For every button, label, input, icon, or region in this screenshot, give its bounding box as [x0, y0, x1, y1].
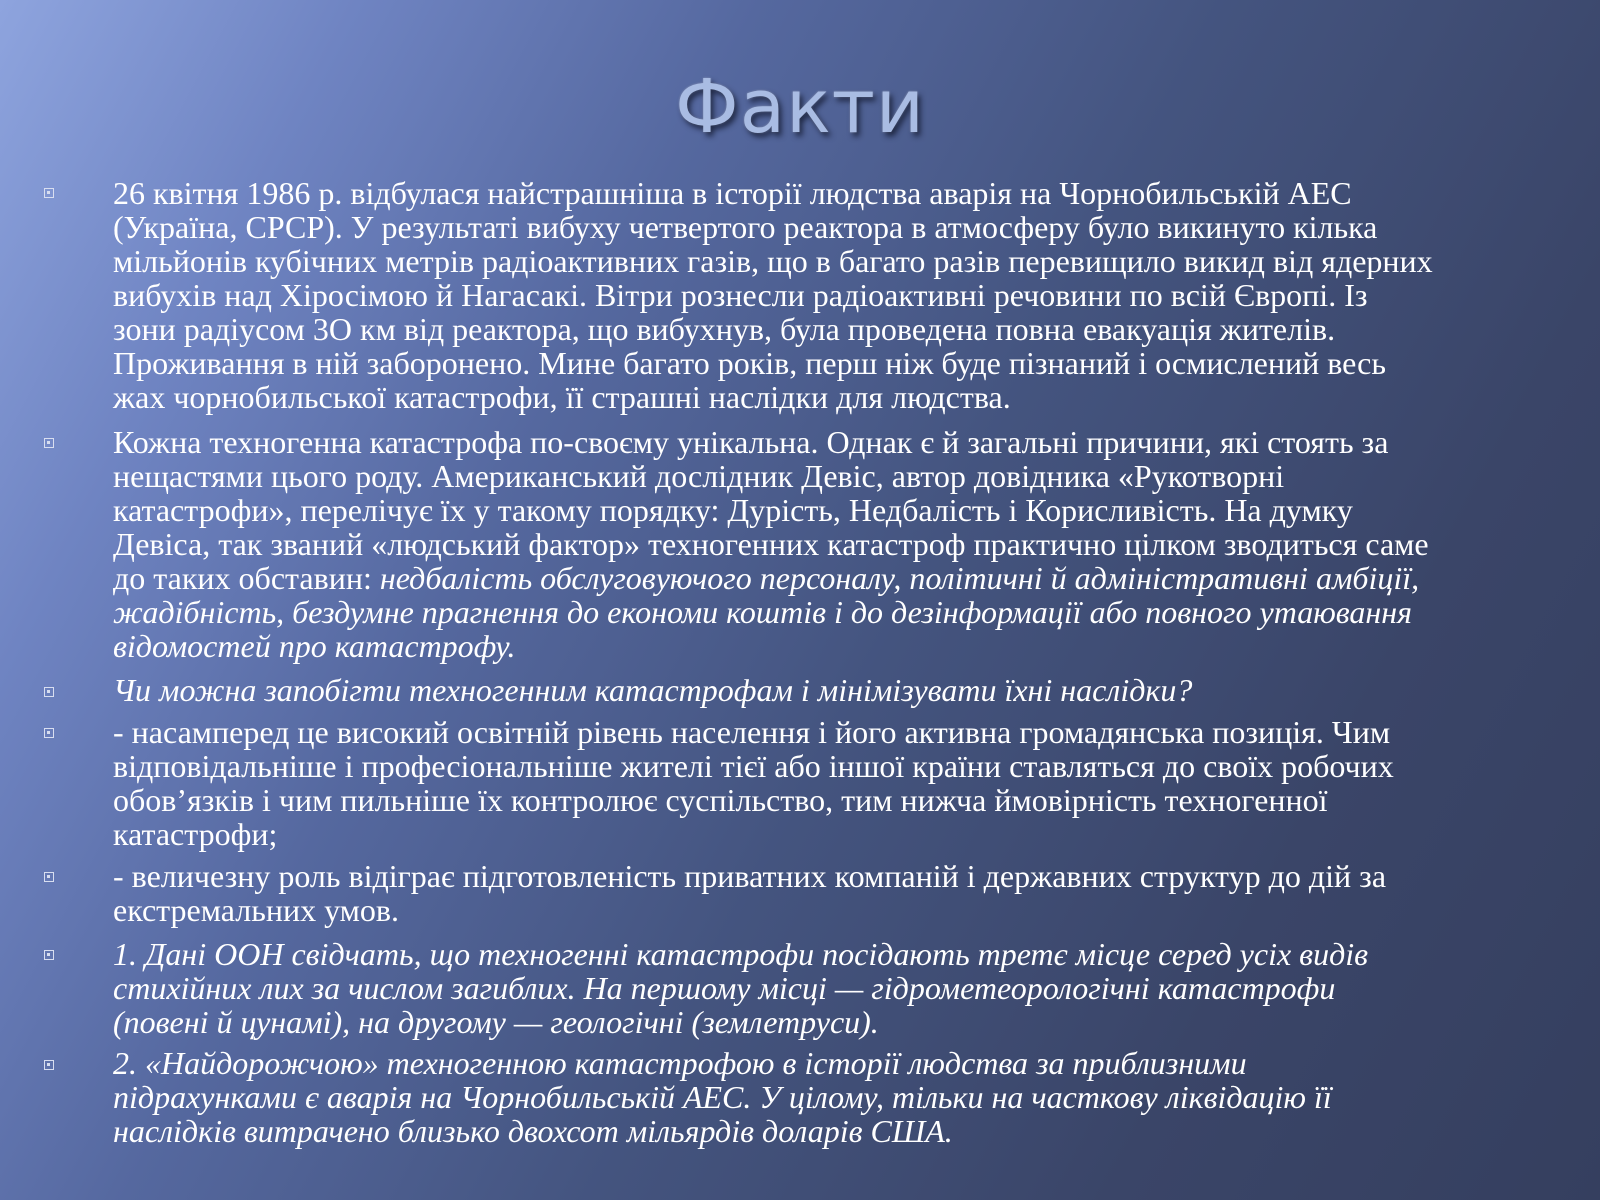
text-line-italic: відомостей про катастрофу. — [113, 628, 516, 664]
text-line: (Україна, СРСР). У результаті вибуху четвертого реактора в атмосферу було викинуто кілька — [113, 209, 1378, 245]
text-line: Девіса, так званий «людський фактор» техногенних катастроф практично цілком зводиться саме — [113, 526, 1429, 562]
text-line: зони радіусом 3О км від реактора, що вибухнув, була проведена повна евакуація жителів. — [113, 311, 1336, 347]
square-bullet-icon — [44, 950, 54, 960]
text-line: екстремальних умов. — [113, 892, 399, 928]
text-line: Чи можна запобігти техногенним катастрофам і мінімізувати їхні наслідки? — [113, 672, 1193, 708]
paragraph-education — [113, 715, 1585, 851]
text-line: підрахунками є аварія на Чорнобильській АЕС. У цілому, тільки на часткову ліквідацію її — [113, 1079, 1332, 1115]
paragraph-un-data — [113, 937, 1585, 1039]
text-italic: недбалість обслуговуючого персоналу, політичні й адміністративні амбіції, — [379, 560, 1420, 596]
text-line-italic: жадібність, бездумне прагнення до економи коштів і до дезінформації або повного утаювання — [113, 594, 1413, 630]
text-line: нещастями цього роду. Американський дослідник Девіс, автор довідника «Рукотворні — [113, 458, 1285, 494]
text-line — [113, 561, 1585, 595]
text-line: вибухів над Хіросімою й Нагасакі. Вітри рознесли радіоактивні речовини по всій Європі. Із — [113, 277, 1368, 313]
text-line: мільйонів кубічних метрів радіоактивних газів, що в багато разів перевищило викид від ядерних — [113, 243, 1433, 279]
text-line: 2. «Найдорожчою» техногенною катастрофою в історії людства за приблизними — [113, 1045, 1247, 1081]
text-line: 1. Дані ООН свідчать, що техногенні катастрофи посідають третє місце серед усіх видів — [113, 936, 1369, 972]
paragraph-question — [113, 673, 1585, 707]
text-line: відповідальніше і професіональніше жителі тієї або іншої країни ставляться до своїх робочих — [113, 748, 1394, 784]
text-normal: до таких обставин: — [113, 560, 380, 596]
text-line: - величезну роль відіграє підготовленість приватних компаній і державних структур до дій за — [113, 858, 1387, 894]
text-line: жах чорнобильської катастрофи, її страшні наслідки для людства. — [113, 379, 1011, 415]
square-bullet-icon — [44, 438, 54, 448]
text-line: 26 квітня 1986 р. відбулася найстрашніша в історії людства аварія на Чорнобильській АЕС — [113, 175, 1352, 211]
square-bullet-icon — [44, 188, 54, 198]
square-bullet-icon — [44, 1060, 54, 1070]
square-bullet-icon — [44, 687, 54, 697]
text-line: стихійних лих за числом загиблих. На першому місці — гідрометеорологічні катастрофи — [113, 970, 1336, 1006]
text-line: Кожна техногенна катастрофа по-своєму унікальна. Однак є й загальні причини, які стоять за — [113, 424, 1389, 460]
paragraph-most-expensive — [113, 1046, 1585, 1148]
text-line: (повені й цунамі), на другому — геологічні (землетруси). — [113, 1004, 879, 1040]
text-line: обов’язків і чим пильніше їх контролює суспільство, тим нижча ймовірність техногенної — [113, 782, 1328, 818]
paragraph-chernobyl-accident — [113, 176, 1585, 414]
text-line: катастрофи; — [113, 816, 278, 852]
slide-title: Факти — [675, 64, 925, 150]
text-line: катастрофи», перелічує їх у такому порядку: Дурість, Недбалість і Корисливість. На думку — [113, 492, 1353, 528]
paragraph-preparedness — [113, 859, 1585, 927]
square-bullet-icon — [44, 872, 54, 882]
square-bullet-icon — [44, 728, 54, 738]
text-line: наслідків витрачено близько двохсот мільярдів доларів США. — [113, 1113, 953, 1149]
paragraph-causes — [113, 425, 1585, 663]
text-line: Проживання в ній заборонено. Мине багато років, перш ніж буде пізнаний і осмислений весь — [113, 345, 1386, 381]
text-line: - насамперед це високий освітній рівень населення і його активна громадянська позиція. Чим — [113, 714, 1391, 750]
